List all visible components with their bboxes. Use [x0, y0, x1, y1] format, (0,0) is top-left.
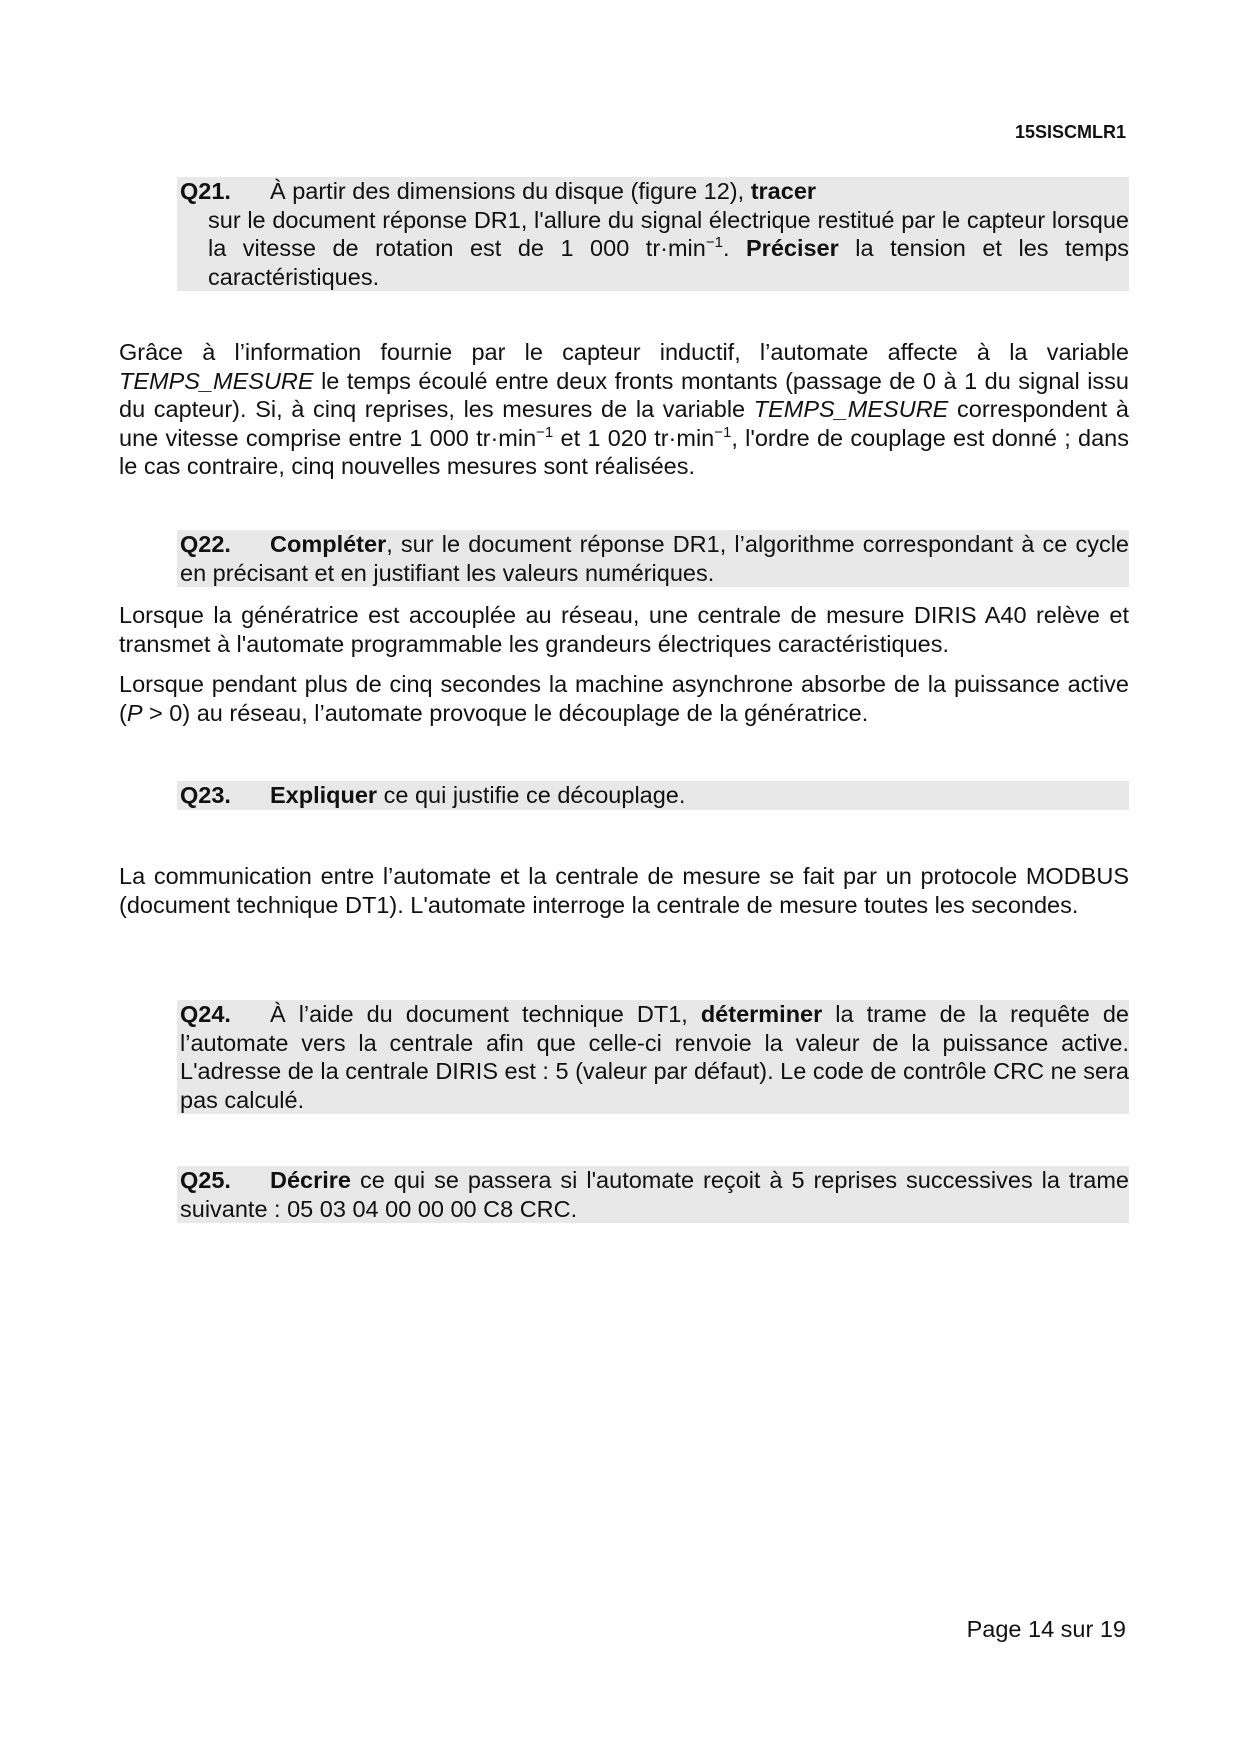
q22-first-line [177, 530, 1129, 587]
para1-speed-min [409, 425, 553, 451]
q21-text-4: la tension et les temps caractéristiques. [208, 235, 1130, 290]
para1-text-3: correspondent à une vitesse comprise entre [119, 396, 1129, 451]
q21-speed-exponent: −1 [705, 234, 723, 251]
para1-variable-1: TEMPS_MESURE [119, 367, 314, 394]
q24-verb: déterminer [700, 1001, 823, 1027]
q21-continuation [177, 206, 1129, 292]
q25-verb: Décrire [270, 1167, 351, 1193]
para1-speed-max-exponent: −1 [714, 423, 732, 441]
q21-speed [560, 235, 722, 261]
para3-text-2: > 0) au réseau, l’automate provoque le découplage de la génératrice. [142, 699, 869, 726]
q21-verb-tracer: tracer [750, 178, 817, 204]
q21-text-2: sur le document réponse DR1, l'allure du signal électrique restitué par le capteur lorsque la vitesse de rotation est de [208, 206, 1129, 261]
q24-text-1: À l’aide du document technique DT1, [270, 1001, 701, 1027]
para1-speed-min-value: 1 000 [409, 424, 469, 451]
question-q22 [177, 530, 1129, 587]
q23-verb: Expliquer [270, 782, 378, 808]
para1-text-2: le temps écoulé entre deux fronts montants (passage de 0 à 1 du signal issu du capteur). Si, à cinq reprises, les mesures de la variable [119, 367, 1129, 422]
para1-text-4: et [553, 424, 588, 451]
q22-number: Q22. [180, 531, 231, 557]
para1-speed-min-unit: tr·min [476, 424, 537, 451]
para3-text-1: Lorsque pendant plus de cinq secondes la machine asynchrone absorbe de la puissance active ( [119, 671, 1129, 726]
question-q21 [177, 177, 1129, 291]
q25-number: Q25. [180, 1167, 231, 1193]
paragraph-temps-mesure [119, 338, 1129, 481]
q23-number: Q23. [180, 782, 231, 808]
q21-first-line [177, 177, 1129, 206]
para1-speed-min-exponent: −1 [536, 423, 554, 441]
q24-number: Q24. [180, 1001, 231, 1027]
q22-verb: Compléter [270, 531, 387, 557]
q23-first-line [177, 781, 1129, 810]
q22-text: , sur le document réponse DR1, l’algorithme correspondant à ce cycle en précisant et en justifiant les valeurs numériques. [180, 531, 1129, 586]
page-number: Page 14 sur 19 [966, 1616, 1126, 1642]
para1-text-5: , l'ordre de couplage est donné ; dans le cas contraire, cinq nouvelles mesures sont réalisées. [119, 424, 1129, 479]
q21-number: Q21. [180, 178, 231, 204]
para1-speed-max [587, 425, 731, 451]
document-code: 15SISCMLR1 [1014, 122, 1126, 142]
q21-verb-preciser: Préciser [746, 235, 839, 261]
q25-first-line [177, 1166, 1129, 1223]
q23-text: ce qui justifie ce découplage. [377, 782, 686, 808]
q21-speed-value: 1 000 [560, 235, 630, 261]
q21-text-1: À partir des dimensions du disque (figure 12), [270, 178, 751, 204]
para1-text-1: Grâce à l’information fournie par le capteur inductif, l’automate affecte à la variable [119, 339, 1129, 365]
para3-variable-p: P [126, 699, 143, 726]
question-q24 [177, 1000, 1129, 1114]
q21-text-3: . [722, 235, 746, 261]
paragraph-decouplage [119, 670, 1129, 727]
q24-first-line [177, 1000, 1129, 1114]
q25-text: ce qui se passera si l'automate reçoit à 5 reprises successives la trame suivante : 05 03 04 00 00 00 C8 CRC. [180, 1167, 1129, 1222]
question-q25 [177, 1166, 1129, 1223]
para1-variable-2: TEMPS_MESURE [753, 396, 949, 422]
q21-speed-unit: tr·min [645, 235, 706, 261]
question-q23 [177, 781, 1129, 810]
para1-speed-max-value: 1 020 [587, 424, 647, 451]
q24-text-2: la trame de la requête de l’automate vers la centrale afin que celle-ci renvoie la valeur de la puissance active. L'adresse de la centrale DIRIS est : 5 (valeur par défaut). Le code de contrôle CRC ne sera pas calculé. [180, 1001, 1129, 1113]
paragraph-diris: Lorsque la génératrice est accouplée au réseau, une centrale de mesure DIRIS A40 relève et transmet à l'automate programmable les grandeurs électriques caractéristiques. [119, 602, 1129, 657]
paragraph-modbus: La communication entre l’automate et la centrale de mesure se fait par un protocole MODBUS (document technique DT1). L'automate interroge la centrale de mesure toutes les secondes. [119, 863, 1129, 918]
para1-speed-max-unit: tr·min [654, 424, 715, 451]
